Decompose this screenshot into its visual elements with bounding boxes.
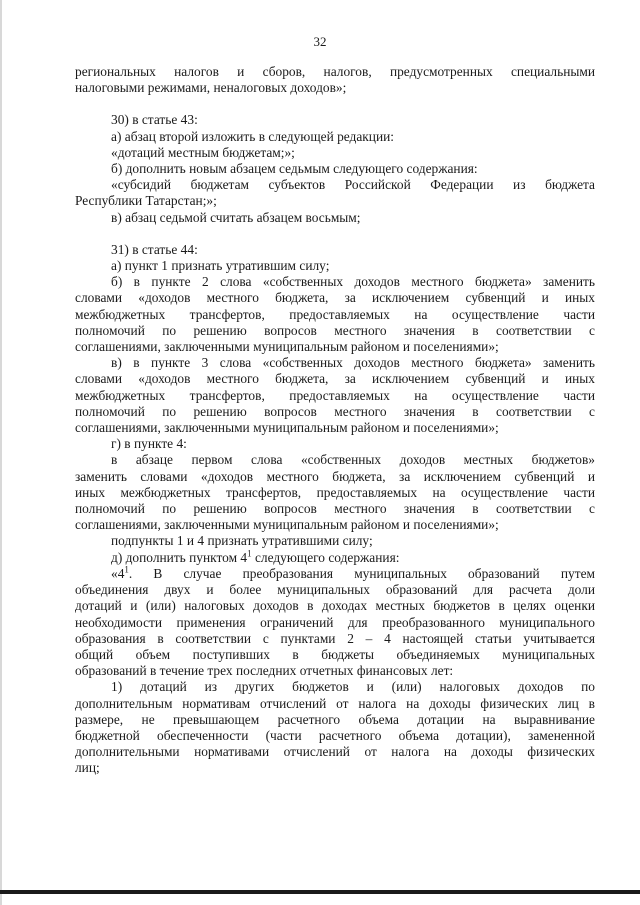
text-line: в абзаце первом слова «собственных доходов местных бюджетов»	[111, 452, 595, 468]
page-number: 32	[313, 34, 327, 49]
text-line: словами «доходов местного бюджета, за исключением субвенций и иных	[75, 371, 595, 387]
paragraph-gap	[75, 96, 595, 112]
text-line: а) абзац второй изложить в следующей редакции:	[111, 128, 395, 144]
text-line: соглашениями, заключенными муниципальным районом и поселениями»;	[75, 420, 499, 436]
text-line: полномочий по решению вопросов местного значения в соответствии с	[75, 403, 595, 419]
text-line: объединения двух и более муниципальных образований для расчета доли	[75, 582, 595, 598]
text-line: г) в пункте 4:	[111, 436, 187, 452]
text-line	[75, 566, 595, 582]
paragraph-gap	[75, 226, 595, 242]
text-line: лиц;	[75, 760, 100, 776]
text-line: иных межбюджетных трансфертов, предоставляемых на осуществление части	[75, 484, 595, 500]
text-line: образований в течение трех последних отчетных финансовых лет:	[75, 663, 454, 679]
text-line: заменить словами «доходов местного бюджета, за исключением субвенций и	[75, 468, 595, 484]
text-line: в) в пункте 3 слова «собственных доходов местного бюджета» заменить	[111, 355, 595, 371]
text-line: полномочий по решению вопросов местного значения в соответствии с	[75, 322, 595, 338]
text-line: 1) дотаций из других бюджетов и (или) налоговых доходов по	[111, 679, 595, 695]
text-fragment: . В случае преобразования муниципальных образований путем	[128, 565, 595, 581]
text-line: соглашениями, заключенными муниципальным районом и поселениями»;	[75, 517, 499, 533]
text-line: межбюджетных трансфертов, предоставляемых на осуществление части	[75, 306, 595, 322]
text-line	[75, 550, 595, 566]
scan-edge	[0, 0, 2, 905]
text-line: налоговыми режимами, неналоговых доходов»;	[75, 80, 347, 96]
text-line: Республики Татарстан;»;	[75, 193, 217, 209]
text-line: б) дополнить новым абзацем седьмым следующего содержания:	[111, 161, 478, 177]
text-line: бюджетной обеспеченности (части расчетного объема дотации), замененной	[75, 727, 595, 743]
text-line: дополнительным нормативам отчислений от налога на доходы физических лиц в	[75, 695, 595, 711]
text-line: «дотаций местным бюджетам;»;	[111, 144, 295, 160]
text-line: дотаций и (или) налоговых доходов в доходах местных бюджетов в целях оценки	[75, 598, 595, 614]
document-body	[75, 64, 595, 777]
text-line: региональных налогов и сборов, налогов, предусмотренных специальными	[75, 64, 595, 79]
text-line: б) в пункте 2 слова «собственных доходов местного бюджета» заменить	[111, 274, 595, 290]
text-fragment: «4	[111, 565, 125, 581]
superscript: 1	[124, 564, 129, 575]
text-line: дополнительными нормативами отчислений от налога на доходы физических	[75, 744, 595, 760]
text-line: а) пункт 1 признать утратившим силу;	[111, 258, 330, 274]
text-line: межбюджетных трансфертов, предоставляемых на осуществление части	[75, 387, 595, 403]
text-line: словами «доходов местного бюджета, за исключением субвенций и иных	[75, 290, 595, 306]
text-line: 31) в статье 44:	[111, 241, 198, 257]
text-line: образования в соответствии с пунктами 2 – 4 настоящей статьи учитывается	[75, 630, 595, 646]
text-fragment: д) дополнить пунктом 4	[111, 549, 248, 565]
text-line: «субсидий бюджетам субъектов Российской Федерации из бюджета	[111, 177, 595, 193]
text-line: подпункты 1 и 4 признать утратившими силу;	[111, 533, 373, 549]
text-line: необходимости применения ограничений для преобразованного муниципального	[75, 614, 595, 630]
text-line: соглашениями, заключенными муниципальным районом и поселениями»;	[75, 339, 499, 355]
text-fragment: следующего содержания:	[251, 549, 400, 565]
text-line: в) абзац седьмой считать абзацем восьмым;	[111, 209, 361, 225]
bottom-border	[0, 890, 640, 894]
text-line: полномочий по решению вопросов местного значения в соответствии с	[75, 501, 595, 517]
text-line: общий объем поступивших в бюджеты объединяемых муниципальных	[75, 646, 595, 662]
superscript: 1	[247, 548, 252, 559]
text-line: размере, не превышающем расчетного объема дотации на выравнивание	[75, 711, 595, 727]
text-line: 30) в статье 43:	[111, 112, 198, 128]
